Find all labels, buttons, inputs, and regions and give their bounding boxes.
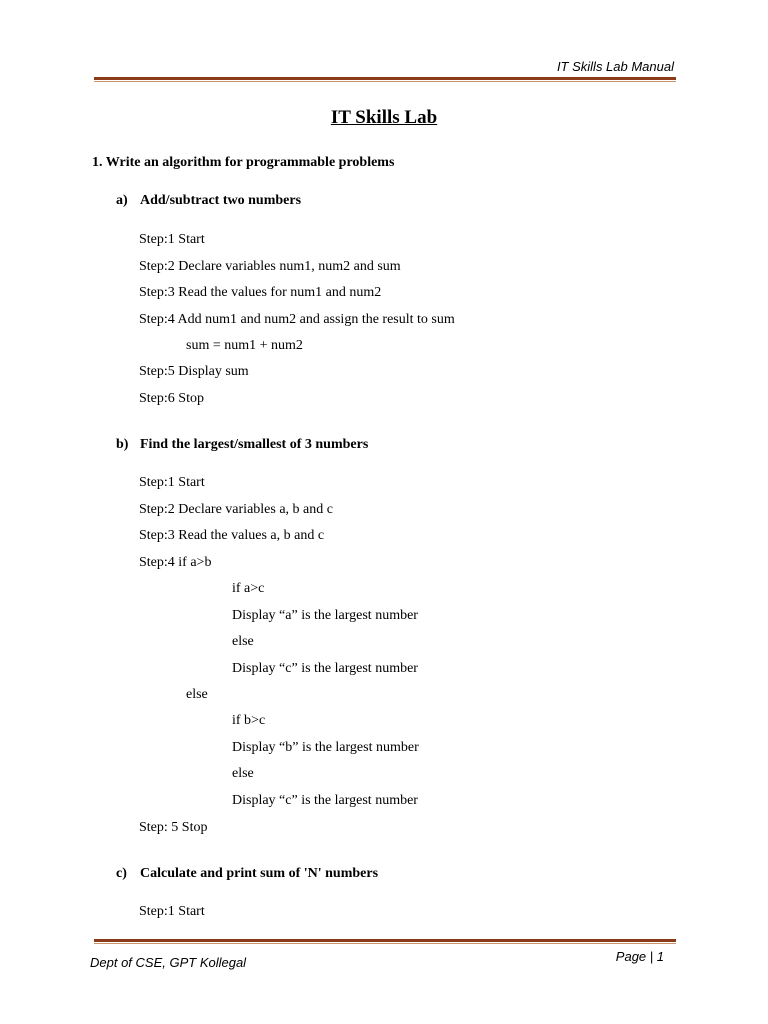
algorithm-branch: if a>c xyxy=(232,581,265,596)
algorithm-branch: else xyxy=(186,687,208,702)
section-title: Find the largest/smallest of 3 numbers xyxy=(140,437,369,452)
algorithm-step: Step:5 Display sum xyxy=(139,364,249,379)
section-letter: c) xyxy=(116,866,127,881)
section-heading-b xyxy=(116,437,368,453)
algorithm-step: Step: 5 Stop xyxy=(139,820,208,835)
algorithm-step: Step:3 Read the values a, b and c xyxy=(139,528,325,543)
algorithm-step: Step:1 Start xyxy=(139,232,205,247)
algorithm-branch: if b>c xyxy=(232,713,266,728)
algorithm-step: Step:3 Read the values for num1 and num2 xyxy=(139,285,382,300)
section-title: Calculate and print sum of 'N' numbers xyxy=(140,866,379,881)
algorithm-step: Step:4 Add num1 and num2 and assign the result to sum xyxy=(139,312,455,327)
section-heading-a xyxy=(116,193,301,209)
question-heading: 1. Write an algorithm for programmable problems xyxy=(92,155,395,170)
footer-department: Dept of CSE, GPT Kollegal xyxy=(90,955,247,970)
algorithm-expression: sum = num1 + num2 xyxy=(186,338,303,353)
algorithm-step: Step:1 Start xyxy=(139,475,205,490)
algorithm-branch: else xyxy=(232,766,254,781)
section-title: Add/subtract two numbers xyxy=(140,193,302,208)
page-title: IT Skills Lab xyxy=(330,107,438,128)
page-number: Page | 1 xyxy=(615,949,664,964)
algorithm-branch: Display “a” is the largest number xyxy=(232,608,418,623)
running-header: IT Skills Lab Manual xyxy=(556,59,674,74)
footer-rule xyxy=(94,939,676,944)
algorithm-step: Step:1 Start xyxy=(139,904,205,919)
algorithm-branch: Display “c” is the largest number xyxy=(232,661,418,676)
algorithm-branch: Display “b” is the largest number xyxy=(232,740,419,755)
header-rule xyxy=(94,77,676,82)
section-letter: a) xyxy=(116,193,128,208)
algorithm-step: Step:2 Declare variables a, b and c xyxy=(139,502,333,517)
algorithm-branch: Display “c” is the largest number xyxy=(232,793,418,808)
algorithm-branch: else xyxy=(232,634,254,649)
section-heading-c xyxy=(116,866,378,882)
section-letter: b) xyxy=(116,437,129,452)
algorithm-step: Step:2 Declare variables num1, num2 and sum xyxy=(139,259,401,274)
algorithm-step: Step:4 if a>b xyxy=(139,555,212,570)
algorithm-step: Step:6 Stop xyxy=(139,391,204,406)
